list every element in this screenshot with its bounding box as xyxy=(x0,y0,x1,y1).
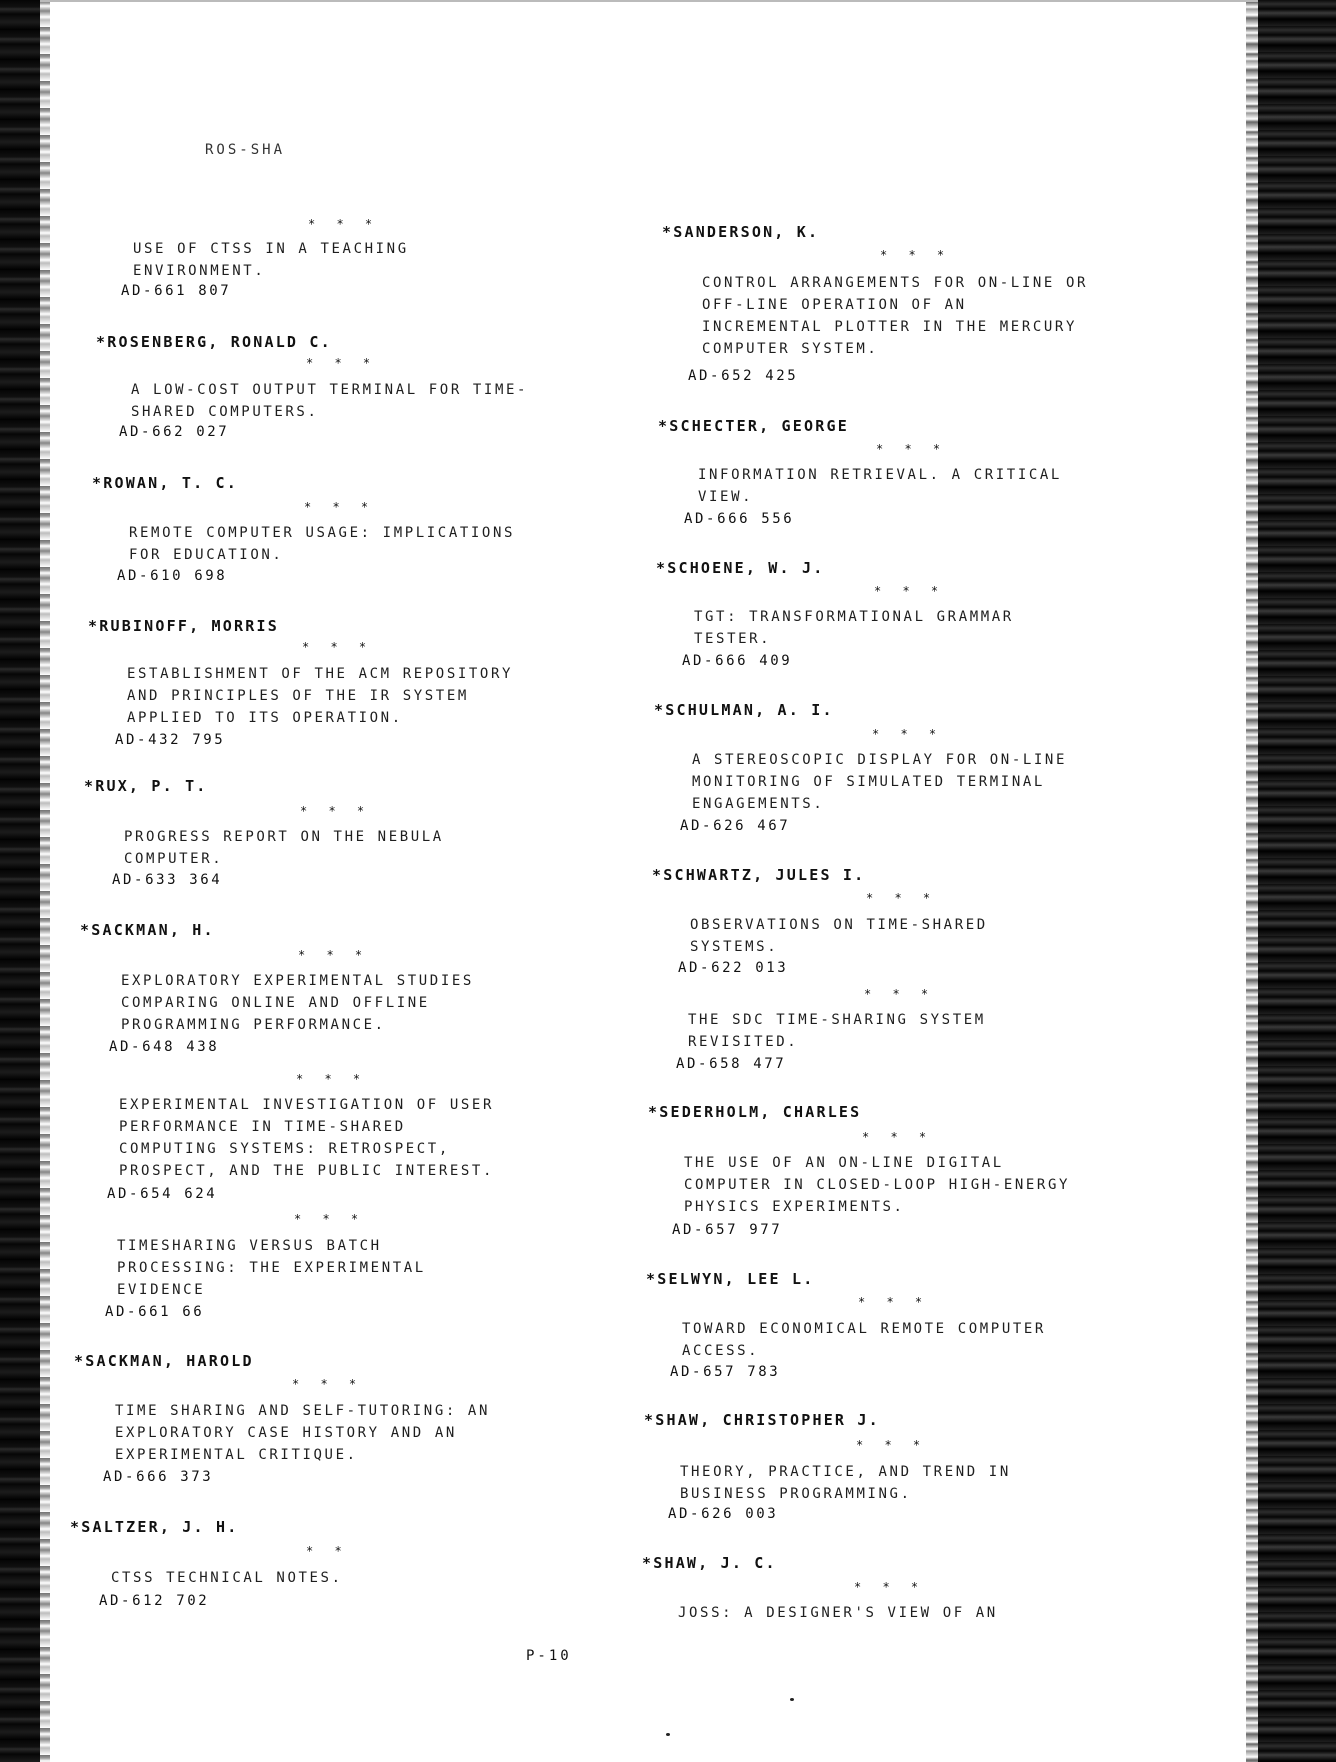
entry-ad-number: AD-658 477 xyxy=(676,1056,787,1072)
entry-title: THE USE OF AN ON-LINE DIGITAL COMPUTER IN CLOSED-LOOP HIGH-ENERGY PHYSICS EXPERIMENTS. xyxy=(684,1155,1071,1215)
entry-separator: * * * xyxy=(300,804,372,818)
author-name: *RUX, P. T. xyxy=(84,777,208,795)
entry-ad-number: AD-662 027 xyxy=(119,424,230,440)
entry-separator: * * * xyxy=(876,442,948,456)
entry-title: A LOW-COST OUTPUT TERMINAL FOR TIME- SHARED COMPUTERS. xyxy=(131,382,529,420)
entry-ad-number: AD-652 425 xyxy=(688,368,799,384)
author-name: *SCHULMAN, A. I. xyxy=(654,701,834,719)
entry-separator: * * * xyxy=(862,1130,934,1144)
entry-ad-number: AD-657 783 xyxy=(670,1364,781,1380)
entry-title: THEORY, PRACTICE, AND TREND IN BUSINESS PROGRAMMING. xyxy=(680,1464,1011,1502)
author-name: *SHAW, J. C. xyxy=(642,1554,777,1572)
author-name: *SELWYN, LEE L. xyxy=(646,1270,815,1288)
scan-speck xyxy=(790,1698,794,1701)
entry-separator: * * * xyxy=(856,1438,928,1452)
entry-separator: * * * xyxy=(872,727,944,741)
entry-ad-number: AD-626 467 xyxy=(680,818,791,834)
entry-title: JOSS: A DESIGNER'S VIEW OF AN xyxy=(678,1605,998,1621)
entry-separator: * * * xyxy=(298,948,370,962)
entry-title: CTSS TECHNICAL NOTES. xyxy=(111,1570,343,1586)
entry-separator: * * * xyxy=(880,248,952,262)
author-name: *SCHWARTZ, JULES I. xyxy=(652,866,866,884)
entry-separator: * * * xyxy=(858,1295,930,1309)
entry-title: A STEREOSCOPIC DISPLAY FOR ON-LINE MONITORING OF SIMULATED TERMINAL ENGAGEMENTS. xyxy=(692,752,1067,812)
entry-ad-number: AD-648 438 xyxy=(109,1039,220,1055)
entry-title: REMOTE COMPUTER USAGE: IMPLICATIONS FOR EDUCATION. xyxy=(129,525,516,563)
author-name: *ROSENBERG, RONALD C. xyxy=(96,333,332,351)
scan-edge-left xyxy=(0,0,40,1762)
entry-title: TGT: TRANSFORMATIONAL GRAMMAR TESTER. xyxy=(694,609,1014,647)
entry-ad-number: AD-432 795 xyxy=(115,732,226,748)
entry-separator: * * * xyxy=(854,1580,926,1594)
entry-separator: * * * xyxy=(302,640,374,654)
entry-separator: * * * xyxy=(306,356,378,370)
author-name: *SANDERSON, K. xyxy=(662,223,820,241)
entry-title: CONTROL ARRANGEMENTS FOR ON-LINE OR OFF-LINE OPERATION OF AN INCREMENTAL PLOTTER IN THE MERCURY COMPUTER SYSTEM. xyxy=(702,275,1089,357)
entry-separator: * * * xyxy=(296,1072,368,1086)
entry-ad-number: AD-666 373 xyxy=(103,1469,214,1485)
author-name: *SACKMAN, H. xyxy=(80,921,215,939)
entry-separator: * * * xyxy=(308,217,380,231)
entry-title: TIMESHARING VERSUS BATCH PROCESSING: THE EXPERIMENTAL EVIDENCE xyxy=(117,1238,426,1298)
entry-separator: * * * xyxy=(874,584,946,598)
page-number: P-10 xyxy=(526,1648,572,1664)
entry-title: THE SDC TIME-SHARING SYSTEM REVISITED. xyxy=(688,1012,986,1050)
entry-separator: * * * xyxy=(864,987,936,1001)
entry-ad-number: AD-654 624 xyxy=(107,1186,218,1202)
entry-separator: * * * xyxy=(292,1377,364,1391)
page-header: ROS-SHA xyxy=(205,142,286,158)
entry-ad-number: AD-610 698 xyxy=(117,568,228,584)
entry-ad-number: AD-612 702 xyxy=(99,1593,210,1609)
entry-title: OBSERVATIONS ON TIME-SHARED SYSTEMS. xyxy=(690,917,988,955)
entry-title: EXPERIMENTAL INVESTIGATION OF USER PERFORMANCE IN TIME-SHARED COMPUTING SYSTEMS: RETROSPECT, PROSPECT, AND THE PUBLIC INTEREST. xyxy=(119,1097,494,1179)
author-name: *RUBINOFF, MORRIS xyxy=(88,617,279,635)
entry-separator: * * * xyxy=(304,500,376,514)
entry-ad-number: AD-661 807 xyxy=(121,283,232,299)
entry-ad-number: AD-622 013 xyxy=(678,960,789,976)
entry-separator: * * * xyxy=(294,1212,366,1226)
author-name: *SALTZER, J. H. xyxy=(70,1518,239,1536)
entry-ad-number: AD-626 003 xyxy=(668,1506,779,1522)
entry-title: TOWARD ECONOMICAL REMOTE COMPUTER ACCESS. xyxy=(682,1321,1046,1359)
author-name: *ROWAN, T. C. xyxy=(92,474,238,492)
entry-ad-number: AD-666 556 xyxy=(684,511,795,527)
entry-ad-number: AD-661 66 xyxy=(105,1304,205,1320)
entry-separator: * * * xyxy=(866,891,938,905)
entry-title: USE OF CTSS IN A TEACHING ENVIRONMENT. xyxy=(133,241,409,279)
entry-title: EXPLORATORY EXPERIMENTAL STUDIES COMPARING ONLINE AND OFFLINE PROGRAMMING PERFORMANCE. xyxy=(121,973,474,1033)
entry-separator: * * xyxy=(306,1544,349,1558)
entry-ad-number: AD-633 364 xyxy=(112,872,223,888)
author-name: *SCHOENE, W. J. xyxy=(656,559,825,577)
author-name: *SEDERHOLM, CHARLES xyxy=(648,1103,862,1121)
entry-title: INFORMATION RETRIEVAL. A CRITICAL VIEW. xyxy=(698,467,1062,505)
scan-speck xyxy=(666,1733,670,1736)
entry-title: TIME SHARING AND SELF-TUTORING: AN EXPLORATORY CASE HISTORY AND AN EXPERIMENTAL CRITIQUE. xyxy=(115,1403,490,1463)
author-name: *SACKMAN, HAROLD xyxy=(74,1352,254,1370)
entry-title: PROGRESS REPORT ON THE NEBULA COMPUTER. xyxy=(124,829,444,867)
entry-ad-number: AD-657 977 xyxy=(672,1222,783,1238)
entry-title: ESTABLISHMENT OF THE ACM REPOSITORY AND PRINCIPLES OF THE IR SYSTEM APPLIED TO ITS OPERATION. xyxy=(127,666,514,726)
entry-ad-number: AD-666 409 xyxy=(682,653,793,669)
author-name: *SCHECTER, GEORGE xyxy=(658,417,849,435)
scan-top-edge xyxy=(40,0,1258,2)
author-name: *SHAW, CHRISTOPHER J. xyxy=(644,1411,880,1429)
scan-edge-right xyxy=(1258,0,1336,1762)
